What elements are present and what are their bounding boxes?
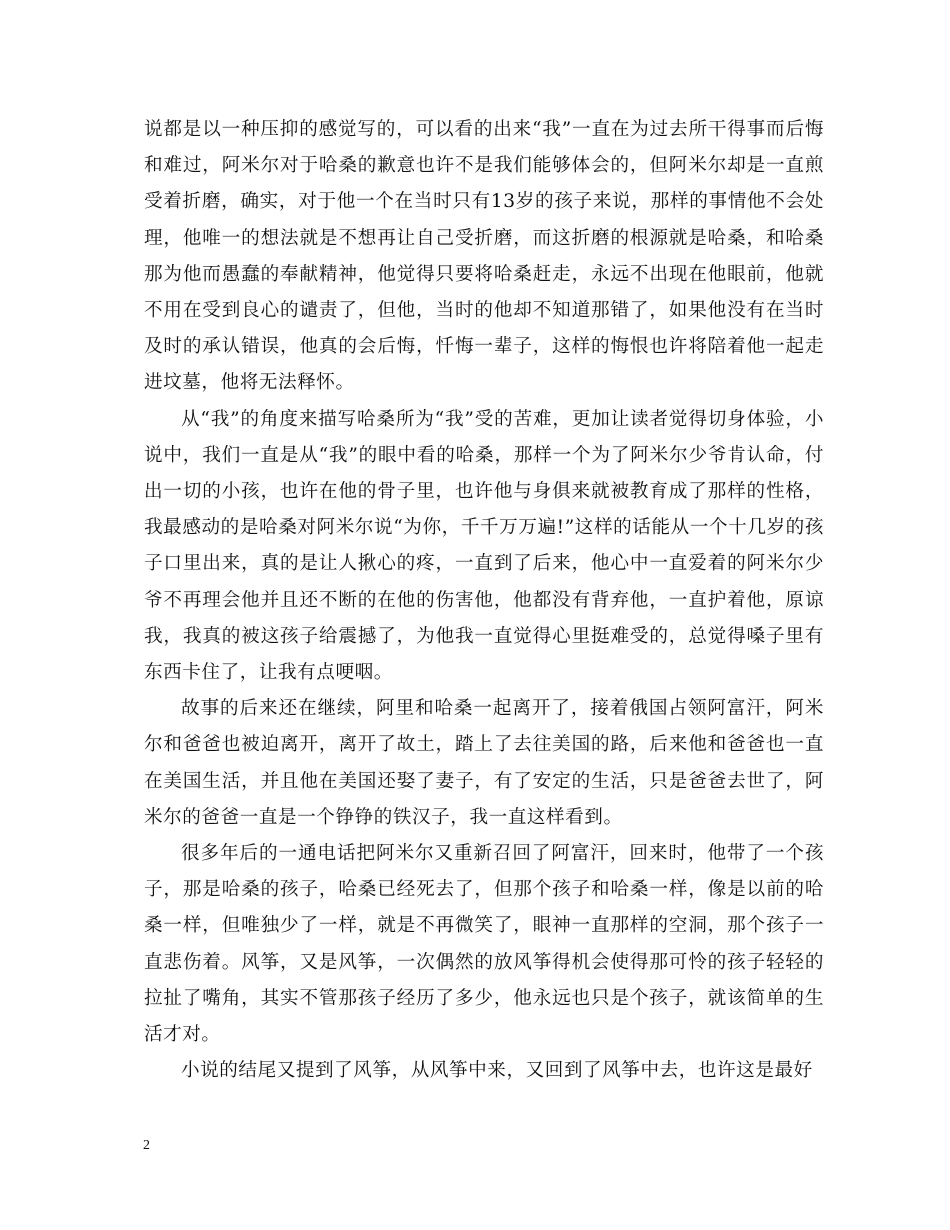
- paragraph-3: 故事的后来还在继续，阿里和哈桑一起离开了，接着俄国占领阿富汗，阿米尔和爸爸也被迫离开，离开了故土，踏上了去往美国的路，后来他和爸爸也一直在美国生活，并且他在美国还娶了妻子，有了安定的生活，只是爸爸去世了，阿米尔的爸爸一直是一个铮铮的铁汉子，我一直这样看到。: [144, 698, 824, 828]
- body-text: [144, 112, 824, 1089]
- paragraph-2: 从“我”的角度来描写哈桑所为“我”受的苦难，更加让读者觉得切身体验，小说中，我们一直是从“我”的眼中看的哈桑，那样一个为了阿米尔少爷肯认命，付出一切的小孩，也许在他的骨子里，也许他与身俱来就被教育成了那样的性格，我最感动的是哈桑对阿米尔说“为你，千千万万遍!”这样的话能从一个十几岁的孩子口里出来，真的是让人揪心的疼，一直到了后来，他心中一直爱着的阿米尔少爷不再理会他并且还不断的在他的伤害他，他都没有背弃他，一直护着他，原谅我，我真的被这孩子给震撼了，为他我一直觉得心里挺难受的，总觉得嗓子里有东西卡住了，让我有点哽咽。: [144, 408, 824, 684]
- page-number: 2: [143, 1138, 150, 1153]
- paragraph-4: 很多年后的一通电话把阿米尔又重新召回了阿富汗，回来时，他带了一个孩子，那是哈桑的孩子，哈桑已经死去了，但那个孩子和哈桑一样，像是以前的哈桑一样，但唯独少了一样，就是不再微笑了，眼神一直那样的空洞，那个孩子一直悲伤着。风筝，又是风筝，一次偶然的放风筝得机会使得那可怜的孩子轻轻的拉扯了嘴角，其实不管那孩子经历了多少，他永远也只是个孩子，就该简单的生活才对。: [144, 843, 824, 1046]
- paragraph-1: 说都是以一种压抑的感觉写的，可以看的出来“我”一直在为过去所干得事而后悔和难过，阿米尔对于哈桑的歉意也许不是我们能够体会的，但阿米尔却是一直煎受着折磨，确实，对于他一个在当时只有13岁的孩子来说，那样的事情他不会处理，他唯一的想法就是不想再让自己受折磨，而这折磨的根源就是哈桑，和哈桑那为他而愚蠢的奉献精神，他觉得只要将哈桑赶走，永远不出现在他眼前，他就不用在受到良心的谴责了，但他，当时的他却不知道那错了，如果他没有在当时及时的承认错误，他真的会后悔，忏悔一辈子，这样的悔恨也许将陪着他一起走进坟墓，他将无法释怀。: [144, 119, 824, 394]
- paragraph-5: 小说的结尾又提到了风筝，从风筝中来，又回到了风筝中去，也许这是最好: [181, 1060, 813, 1082]
